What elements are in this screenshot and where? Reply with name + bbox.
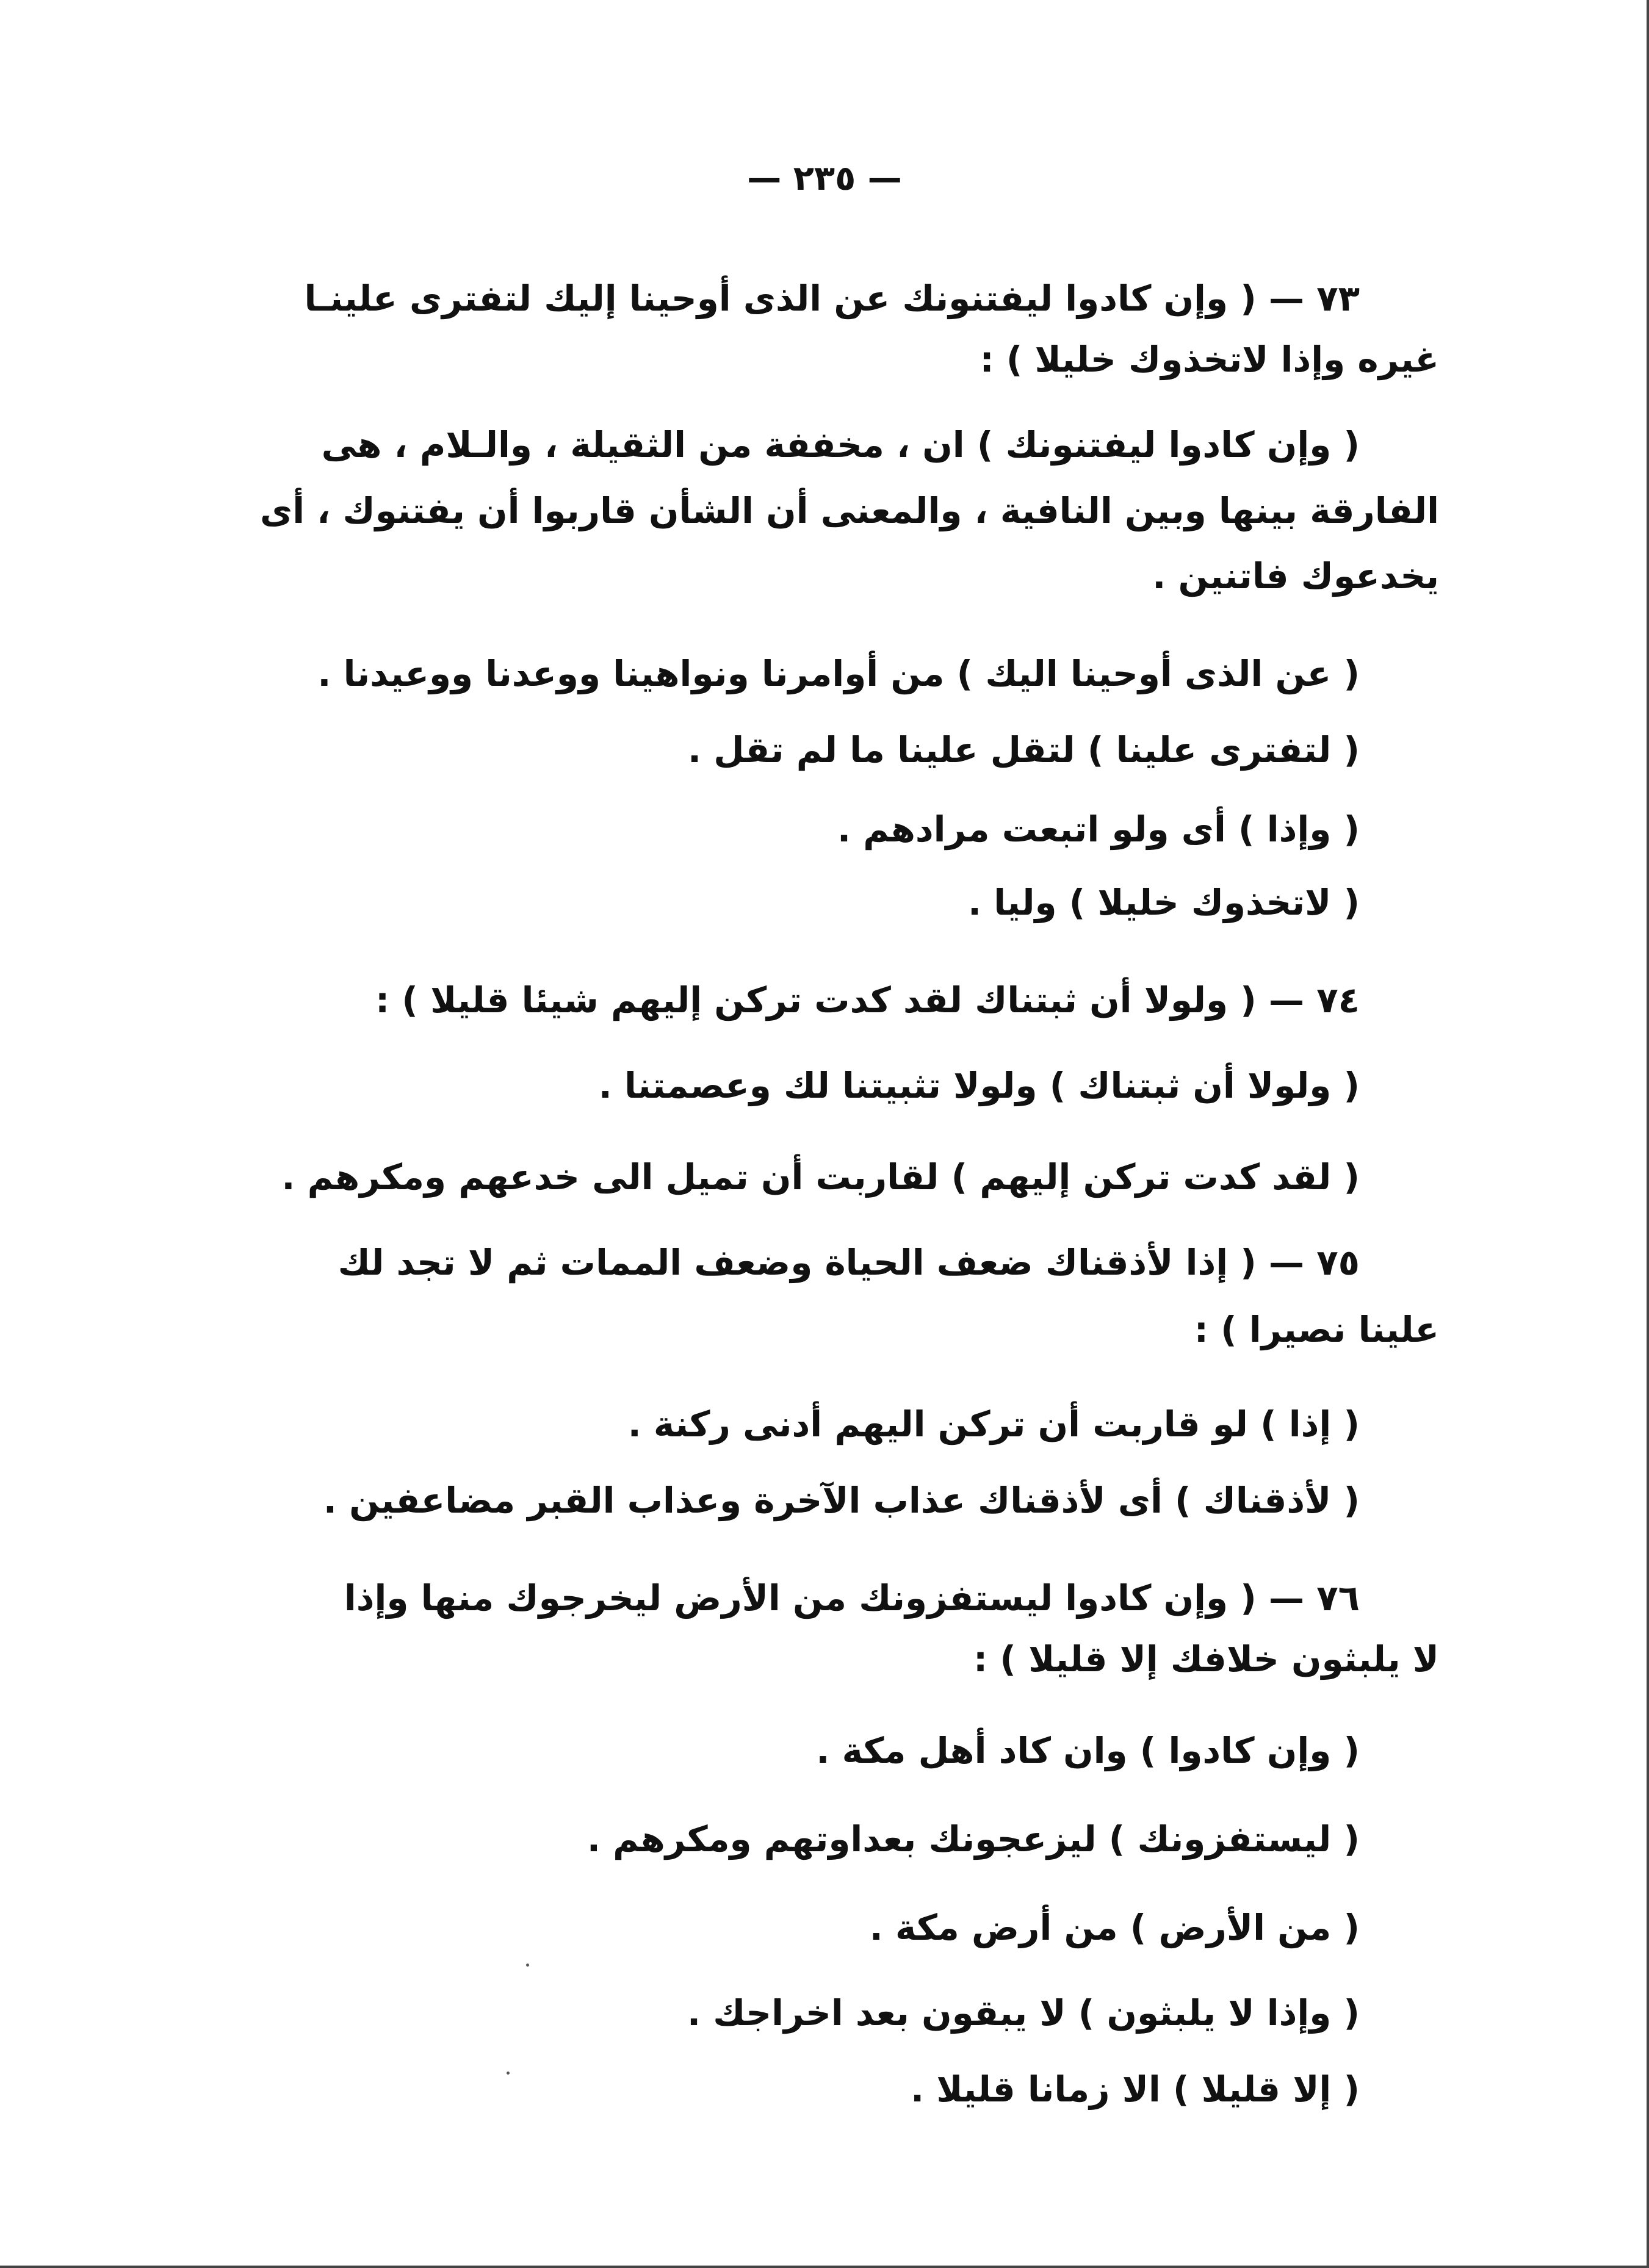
verse-73-line-2: غيره وإذا لاتخذوك خليلا ) : — [980, 339, 1439, 380]
verse-76-line-1: ٧٦ — ( وإن كادوا ليستفزونك من الأرض ليخرجوك منها وإذا — [344, 1577, 1360, 1619]
verse-75-line-2: علينا نصيرا ) : — [1194, 1309, 1439, 1350]
commentary-line: ( ولولا أن ثبتناك ) ولولا تثبيتنا لك وعصمتنا . — [598, 1065, 1360, 1106]
verse-76-line-2: لا يلبثون خلافك إلا قليلا ) : — [973, 1638, 1439, 1680]
commentary-line: ( لاتخذوك خليلا ) وليا . — [968, 882, 1360, 923]
verse-75-line-1: ٧٥ — ( إذا لأذقناك ضعف الحياة وضعف الممات ثم لا تجد لك — [337, 1242, 1360, 1283]
commentary-line: ( وإن كادوا ليفتنونك ) ان ، مخففة من الثقيلة ، والـلام ، هى — [321, 424, 1360, 466]
commentary-line: ( ليستفزونك ) ليزعجونك بعداوتهم ومكرهم . — [586, 1818, 1360, 1860]
commentary-line: ( وإن كادوا ) وان كاد أهل مكة . — [816, 1730, 1360, 1771]
commentary-line: ( إذا ) لو قاربت أن تركن اليهم أدنى ركنة . — [627, 1403, 1360, 1445]
verse-74-line-1: ٧٤ — ( ولولا أن ثبتناك لقد كدت تركن إليهم شيئا قليلا ) : — [375, 979, 1360, 1021]
commentary-line: ( عن الذى أوحينا اليك ) من أوامرنا ونواهينا ووعدنا ووعيدنا . — [317, 653, 1360, 694]
commentary-line: ( لأذقناك ) أى لأذقناك عذاب الآخرة وعذاب القبر مضاعفين . — [323, 1480, 1360, 1521]
page-number: — ٢٣٥ — — [747, 159, 902, 198]
verse-73-line-1: ٧٣ — ( وإن كادوا ليفتنونك عن الذى أوحينا إليك لتفترى علينـا — [304, 278, 1360, 319]
commentary-line: ( إلا قليلا ) الا زمانا قليلا . — [911, 2068, 1360, 2110]
commentary-line: ( لتفترى علينا ) لتقل علينا ما لم تقل . — [688, 729, 1360, 771]
scan-speck — [507, 2072, 510, 2075]
commentary-line: ( وإذا ) أى ولو اتبعت مرادهم . — [837, 808, 1360, 850]
commentary-line: ( من الأرض ) من أرض مكة . — [869, 1907, 1360, 1948]
commentary-line: الفارقة بينها وبين النافية ، والمعنى أن الشأن قاربوا أن يفتنوك ، أى — [260, 490, 1439, 531]
commentary-line: ( وإذا لا يلبثون ) لا يبقون بعد اخراجك . — [687, 1992, 1360, 2034]
scan-speck — [526, 1964, 529, 1967]
commentary-line: ( لقد كدت تركن إليهم ) لقاربت أن تميل الى خدعهم ومكرهم . — [281, 1156, 1360, 1198]
commentary-line: يخدعوك فاتنين . — [1152, 555, 1439, 597]
